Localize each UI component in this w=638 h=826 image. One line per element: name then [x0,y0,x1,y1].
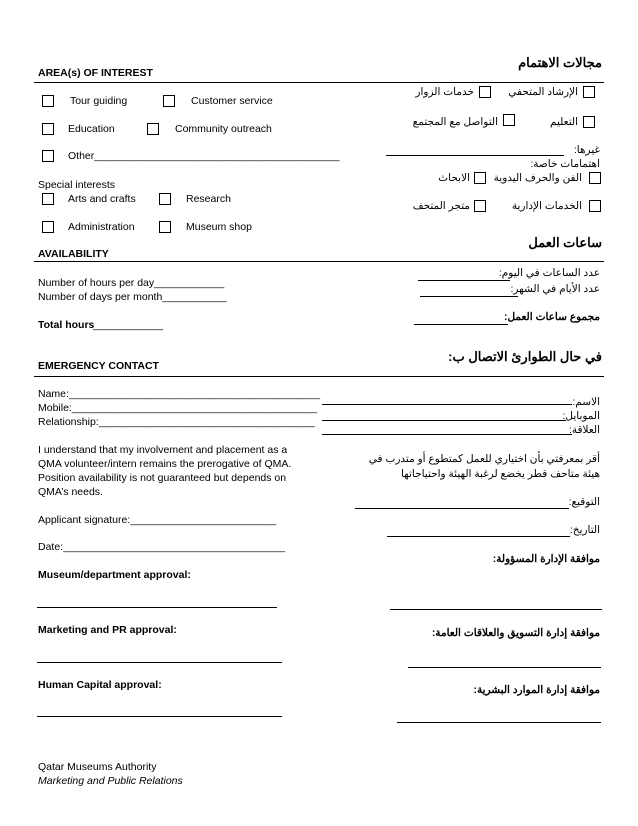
ar-community-checkbox[interactable] [503,114,515,126]
availability-heading-en: AVAILABILITY [38,248,109,260]
date-field[interactable]: Date:______________________________________ [38,541,286,553]
ar-tour-guiding-label: الإرشاد المتحفي [508,86,578,98]
museum-approval-label: Museum/department approval: [38,569,191,581]
ar-tour-guiding-checkbox[interactable] [583,86,595,98]
emergency-mobile-field[interactable]: Mobile:__________________________________________ [38,402,318,414]
emergency-name-field[interactable]: Name:___________________________________________ [38,388,321,400]
museum-shop-checkbox[interactable] [159,221,171,233]
interest-heading-ar: مجالات الاهتمام [518,55,602,70]
ar-hc-approval-line[interactable] [397,722,601,723]
ar-shop-label: متجر المتحف [412,200,470,212]
section-divider [34,82,604,83]
interest-heading-en: AREA(s) OF INTEREST [38,67,153,79]
emergency-heading-en: EMERGENCY CONTACT [38,360,159,372]
ar-special-label: اهتمامات خاصة: [530,158,600,170]
other-field[interactable]: Other__________________________________________ [68,150,340,162]
emergency-heading-ar: في حال الطوارئ الاتصال ب: [448,349,602,364]
community-outreach-checkbox[interactable] [147,123,159,135]
ar-education-label: التعليم [550,116,578,128]
customer-service-checkbox[interactable] [163,95,175,107]
ar-name-label: الاسم: [572,396,600,408]
applicant-signature-field[interactable]: Applicant signature:_________________________ [38,514,277,526]
ar-hours-day-field[interactable] [418,280,510,281]
hc-approval-label: Human Capital approval: [38,679,162,691]
hc-approval-line[interactable] [37,716,282,717]
special-interests-label: Special interests [38,179,116,191]
availability-heading-ar: ساعات العمل [528,235,602,250]
ar-hc-approval-label: موافقة إدارة الموارد البشرية: [473,684,600,696]
research-checkbox[interactable] [159,193,171,205]
community-outreach-label: Community outreach [175,123,272,135]
museum-shop-label: Museum shop [186,221,252,233]
declaration-line: QMA’s needs. [38,486,103,498]
ar-community-label: التواصل مع المجتمع [412,116,498,128]
administration-label: Administration [68,221,135,233]
ar-marketing-approval-label: موافقة إدارة التسويق والعلاقات العامة: [431,627,600,639]
ar-relationship-field[interactable] [322,434,572,435]
ar-museum-approval-label: موافقة الإدارة المسؤولة: [492,553,600,565]
marketing-approval-line[interactable] [37,662,282,663]
ar-date-field[interactable] [387,536,570,537]
ar-shop-checkbox[interactable] [474,200,486,212]
ar-days-month-label: عدد الأيام في الشهر: [510,283,600,295]
ar-days-month-field[interactable] [420,296,518,297]
days-per-month-field[interactable]: Number of days per month___________ [38,291,227,303]
museum-approval-line[interactable] [37,607,277,608]
ar-marketing-approval-line[interactable] [408,667,601,668]
ar-total-label: مجموع ساعات العمل: [503,311,600,323]
ar-other-label: غيرها: [573,144,600,156]
ar-mobile-field[interactable] [322,420,566,421]
footer-org: Qatar Museums Authority [38,761,157,773]
ar-research-label: الابحاث [438,172,470,184]
declaration-line: I understand that my involvement and placement as a [38,444,288,456]
ar-museum-approval-line[interactable] [390,609,602,610]
arts-crafts-checkbox[interactable] [42,193,54,205]
ar-signature-label: التوقيع: [568,496,600,508]
ar-research-checkbox[interactable] [474,172,486,184]
ar-visitor-services-label: خدمات الزوار [415,86,474,98]
ar-relationship-label: العلاقة: [568,424,600,436]
hours-per-day-field[interactable]: Number of hours per day____________ [38,277,225,289]
ar-admin-checkbox[interactable] [589,200,601,212]
ar-education-checkbox[interactable] [583,116,595,128]
marketing-approval-label: Marketing and PR approval: [38,624,177,636]
ar-signature-field[interactable] [355,508,569,509]
education-label: Education [68,123,115,135]
ar-name-field[interactable] [322,404,572,405]
ar-admin-label: الخدمات الإدارية [511,200,582,212]
ar-arts-checkbox[interactable] [589,172,601,184]
education-checkbox[interactable] [42,123,54,135]
ar-declaration-line: هيئة متاحف قطر يخضع لرغبة الهيئة واحتياجاتها [400,468,600,480]
emergency-relationship-field[interactable]: Relationship:_____________________________________ [38,416,315,428]
total-hours-field[interactable]: ____________ [93,319,164,331]
administration-checkbox[interactable] [42,221,54,233]
ar-other-field[interactable] [386,155,564,156]
other-checkbox[interactable] [42,150,54,162]
ar-date-label: التاريخ: [569,524,600,536]
ar-arts-label: الفن والحرف اليدوية [493,172,582,184]
ar-hours-day-label: عدد الساعات في اليوم: [498,267,600,279]
footer-dept: Marketing and Public Relations [38,775,183,787]
section-divider [34,261,604,262]
declaration-line: Position availability is not guaranteed but depends on [38,472,287,484]
section-divider [34,376,604,377]
declaration-line: QMA volunteer/intern remains the prerogative of QMA. [38,458,292,470]
customer-service-label: Customer service [191,95,273,107]
research-label: Research [186,193,231,205]
arts-crafts-label: Arts and crafts [68,193,136,205]
tour-guiding-label: Tour guiding [70,95,128,107]
tour-guiding-checkbox[interactable] [42,95,54,107]
ar-total-field[interactable] [414,324,508,325]
ar-declaration-line: أقر بمعرفتي بأن اختياري للعمل كمتطوع أو متدرب في [368,453,600,465]
ar-visitor-services-checkbox[interactable] [479,86,491,98]
ar-mobile-label: الموبايل: [562,410,600,422]
total-hours-label: Total hours [38,319,95,331]
